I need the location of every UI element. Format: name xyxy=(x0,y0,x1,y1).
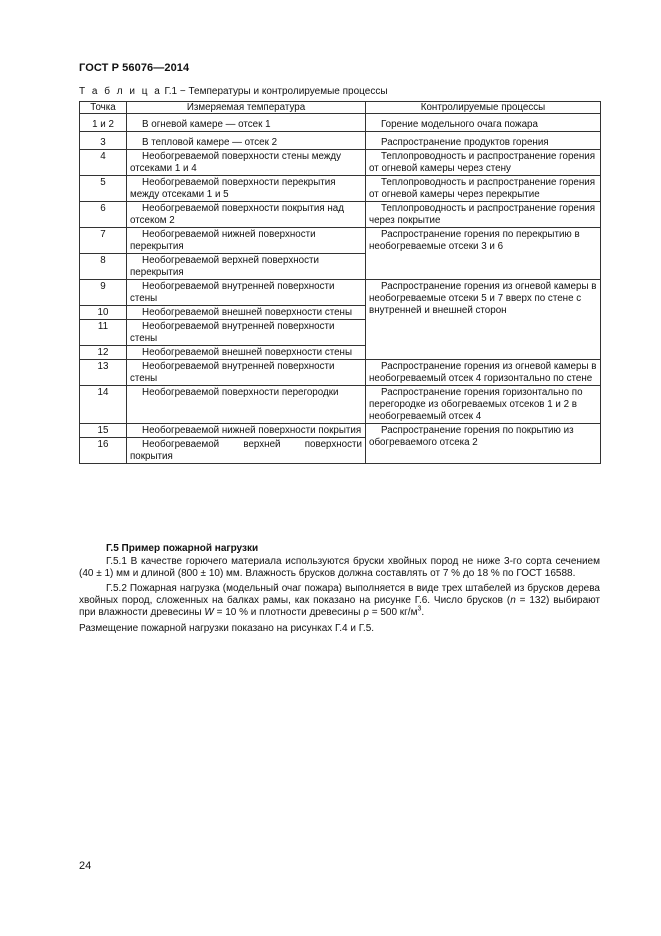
table-row xyxy=(80,176,601,202)
table-row xyxy=(80,360,601,386)
cell-temperature: Необогреваемой внутренней поверхности стены xyxy=(127,360,366,386)
paragraph-g52-part: . xyxy=(421,606,425,618)
paragraph-g52-part: = 132) выбирают при влажности древесины xyxy=(79,595,600,618)
paragraph-g52-part: = 10 % и плотности древесины ρ = 500 кг/м xyxy=(213,606,418,618)
superscript-3: 3 xyxy=(417,605,422,613)
cell-point: 6 xyxy=(80,202,127,228)
cell-point: 7 xyxy=(80,228,127,254)
cell-process: Теплопроводность и распространение горения от огневой камеры через стену xyxy=(366,150,601,176)
cell-point: 10 xyxy=(80,306,127,320)
cell-point: 1 и 2 xyxy=(80,114,127,132)
table-caption xyxy=(79,86,388,97)
temperature-table xyxy=(79,101,601,464)
column-header-temperature: Измеряемая температура xyxy=(127,102,366,114)
table-row xyxy=(80,114,601,132)
variable-n: n xyxy=(510,595,516,607)
cell-temperature: Необогреваемой нижней поверхности перекрытия xyxy=(127,228,366,254)
section-heading: Г.5 Пример пожарной нагрузки xyxy=(106,543,259,554)
table-row xyxy=(80,202,601,228)
cell-temperature: Необогреваемой поверхности перегородки xyxy=(127,386,366,424)
table-caption-word: Т а б л и ц а xyxy=(79,86,162,97)
cell-point: 3 xyxy=(80,132,127,150)
cell-point: 5 xyxy=(80,176,127,202)
cell-temperature: В огневой камере — отсек 1 xyxy=(127,114,366,132)
page-number: 24 xyxy=(79,860,92,872)
cell-process: Распространение горения из огневой камеры в необогреваемые отсеки 5 и 7 вверх по стене с внутренней и внешней сторон xyxy=(366,280,601,360)
table-row xyxy=(80,132,601,150)
cell-point: 9 xyxy=(80,280,127,306)
cell-temperature: Необогреваемой внешней поверхности стены xyxy=(127,346,366,360)
cell-process: Распространение горения по покрытию из обогреваемого отсека 2 xyxy=(366,424,601,464)
cell-temperature: Необогреваемой внешней поверхности стены xyxy=(127,306,366,320)
cell-temperature: В тепловой камере — отсек 2 xyxy=(127,132,366,150)
cell-temperature: Необогреваемой внутренней поверхности стены xyxy=(127,280,366,306)
paragraph-g51: Г.5.1 В качестве горючего материала используются бруски хвойных пород не ниже 3-го сорта сечением (40 ± 1) мм и длиной (800 ± 10) мм. Влажность брусков должна составлять от 7 % до 18 % по ГОСТ 16588. xyxy=(79,555,600,579)
cell-point: 13 xyxy=(80,360,127,386)
cell-point: 12 xyxy=(80,346,127,360)
cell-point: 4 xyxy=(80,150,127,176)
cell-temperature: Необогреваемой поверхности перекрытия между отсеками 1 и 5 xyxy=(127,176,366,202)
table-caption-text: Г.1 − Температуры и контролируемые процессы xyxy=(161,86,388,97)
section-fire-load xyxy=(79,543,600,639)
cell-point: 8 xyxy=(80,254,127,280)
cell-process: Теплопроводность и распространение горения через покрытие xyxy=(366,202,601,228)
variable-w: W xyxy=(204,606,214,618)
cell-point: 15 xyxy=(80,424,127,438)
column-header-processes: Контролируемые процессы xyxy=(366,102,601,114)
cell-point: 16 xyxy=(80,438,127,464)
cell-process: Распространение горения горизонтально по перегородке из обогреваемых отсеков 1 и 2 в необогреваемый отсек 4 xyxy=(366,386,601,424)
cell-point: 11 xyxy=(80,320,127,346)
cell-temperature: Необогреваемой верхней поверхности перекрытия xyxy=(127,254,366,280)
paragraph-placement: Размещение пожарной нагрузки показано на рисунках Г.4 и Г.5. xyxy=(79,622,375,634)
table-row xyxy=(80,150,601,176)
column-header-point: Точка xyxy=(80,102,127,114)
cell-process: Распространение горения из огневой камеры в необогреваемый отсек 4 горизонтально по стене xyxy=(366,360,601,386)
table-header-row xyxy=(80,102,601,114)
paragraph-g52-part: Г.5.2 Пожарная нагрузка (модельный очаг пожара) выполняется в виде трех штабелей из брусков дерева хвойных пород, сложенных на балках рамы, как показано на рисунке Г.6. Число брусков ( xyxy=(79,583,600,607)
paragraph-g52 xyxy=(79,583,600,618)
table-row xyxy=(80,424,601,438)
cell-process: Распространение горения по перекрытию в необогреваемые отсеки 3 и 6 xyxy=(366,228,601,280)
cell-temperature: Необогреваемой внутренней поверхности стены xyxy=(127,320,366,346)
cell-temperature: Необогреваемой поверхности стены между отсеками 1 и 4 xyxy=(127,150,366,176)
cell-temperature: Необогреваемой верхней поверхности покрытия xyxy=(127,438,366,464)
table-row xyxy=(80,386,601,424)
table-row xyxy=(80,280,601,306)
document-header: ГОСТ Р 56076—2014 xyxy=(79,62,190,74)
table-row xyxy=(80,228,601,254)
cell-temperature: Необогреваемой поверхности покрытия над отсеком 2 xyxy=(127,202,366,228)
cell-process: Горение модельного очага пожара xyxy=(366,114,601,132)
cell-process: Теплопроводность и распространение горения от огневой камеры через перекрытие xyxy=(366,176,601,202)
cell-temperature: Необогреваемой нижней поверхности покрытия xyxy=(127,424,366,438)
cell-process: Распространение продуктов горения xyxy=(366,132,601,150)
cell-point: 14 xyxy=(80,386,127,424)
